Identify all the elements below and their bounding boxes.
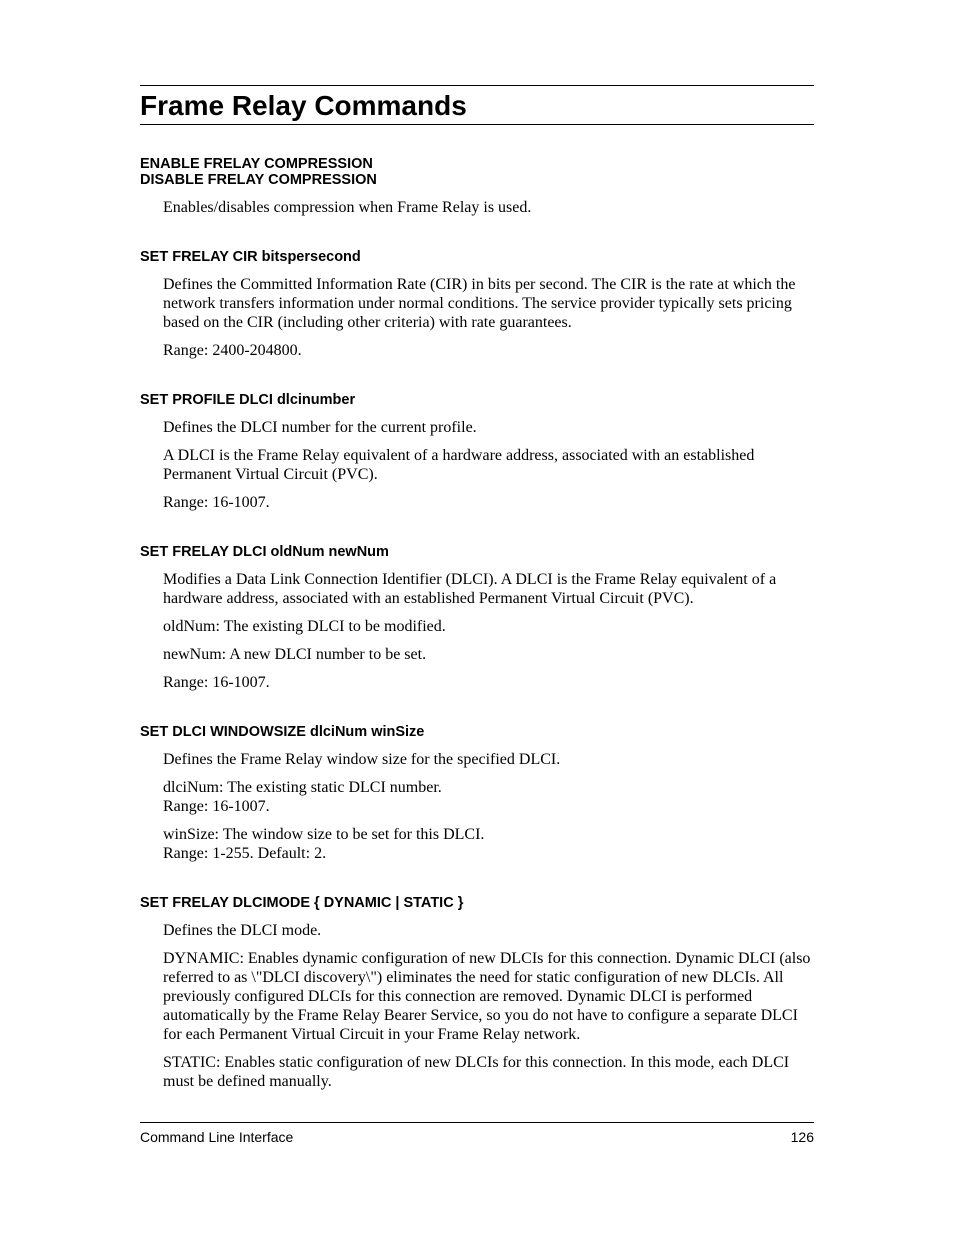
paragraph: DYNAMIC: Enables dynamic configuration of new DLCIs for this connection. Dynamic DLCI (also referred to as \"DLCI discovery\") eliminates the need for static configuration of new DLCIs. All previously configured DLCIs for this connection are removed. Dynamic DLCI is performed automatically by the Frame Relay Bearer Service, so you do not have to configure a separate DLCI for each Permanent Virtual Circuit in your Frame Relay network. — [163, 950, 811, 1043]
paragraph: Modifies a Data Link Connection Identifier (DLCI). A DLCI is the Frame Relay equivalent of a hardware address, associated with an established Permanent Virtual Circuit (PVC). — [163, 571, 777, 607]
paragraph: newNum: A new DLCI number to be set. — [163, 646, 427, 663]
command-heading: SET DLCI WINDOWSIZE dlciNum winSize — [140, 724, 425, 740]
section-body — [140, 921, 814, 1091]
command-heading: SET PROFILE DLCI dlcinumber — [140, 392, 356, 408]
page-footer — [140, 1122, 814, 1145]
paragraph: Defines the Frame Relay window size for the specified DLCI. — [163, 751, 561, 768]
section-body — [140, 570, 814, 692]
title-top-rule — [140, 85, 814, 86]
paragraph: Range: 16-1007. — [163, 674, 270, 691]
paragraph: oldNum: The existing DLCI to be modified. — [163, 618, 446, 635]
paragraph: A DLCI is the Frame Relay equivalent of a hardware address, associated with an established Permanent Virtual Circuit (PVC). — [163, 447, 755, 483]
section-body — [140, 750, 814, 863]
section-body — [140, 418, 814, 512]
section-profile-dlci — [140, 392, 814, 512]
command-heading: SET FRELAY DLCI oldNum newNum — [140, 544, 389, 560]
command-heading: DISABLE FRELAY COMPRESSION — [140, 172, 377, 188]
page-content — [140, 85, 814, 1091]
section-body — [140, 275, 814, 360]
section-dlci-windowsize — [140, 724, 814, 863]
paragraph: Enables/disables compression when Frame Relay is used. — [163, 199, 532, 216]
paragraph: winSize: The window size to be set for this DLCI. Range: 1-255. Default: 2. — [163, 826, 485, 862]
command-heading: ENABLE FRELAY COMPRESSION — [140, 156, 373, 172]
section-dlcimode — [140, 895, 814, 1091]
page-title: Frame Relay Commands — [140, 90, 467, 121]
footer-row — [140, 1129, 814, 1145]
page-number: 126 — [790, 1129, 814, 1145]
command-heading: SET FRELAY CIR bitspersecond — [140, 249, 361, 265]
paragraph: dlciNum: The existing static DLCI number. Range: 16-1007. — [163, 779, 442, 815]
title-bottom-rule — [140, 124, 814, 125]
footer-document-title: Command Line Interface — [140, 1129, 294, 1145]
paragraph: Defines the Committed Information Rate (CIR) in bits per second. The CIR is the rate at which the network transfers information under normal conditions. The service provider typically sets pricing based on the CIR (including other criteria) with rate guarantees. — [163, 276, 796, 331]
paragraph: Range: 16-1007. — [163, 494, 270, 511]
section-compression — [140, 156, 814, 217]
paragraph: Range: 2400-204800. — [163, 342, 302, 359]
paragraph: Defines the DLCI number for the current profile. — [163, 419, 477, 436]
paragraph: Defines the DLCI mode. — [163, 922, 322, 939]
paragraph: STATIC: Enables static configuration of new DLCIs for this connection. In this mode, each DLCI must be defined manually. — [163, 1054, 790, 1090]
command-heading: SET FRELAY DLCIMODE { DYNAMIC | STATIC } — [140, 895, 464, 911]
section-frelay-dlci — [140, 544, 814, 692]
footer-rule — [140, 1122, 814, 1123]
section-body — [140, 198, 814, 217]
section-frelay-cir — [140, 249, 814, 360]
